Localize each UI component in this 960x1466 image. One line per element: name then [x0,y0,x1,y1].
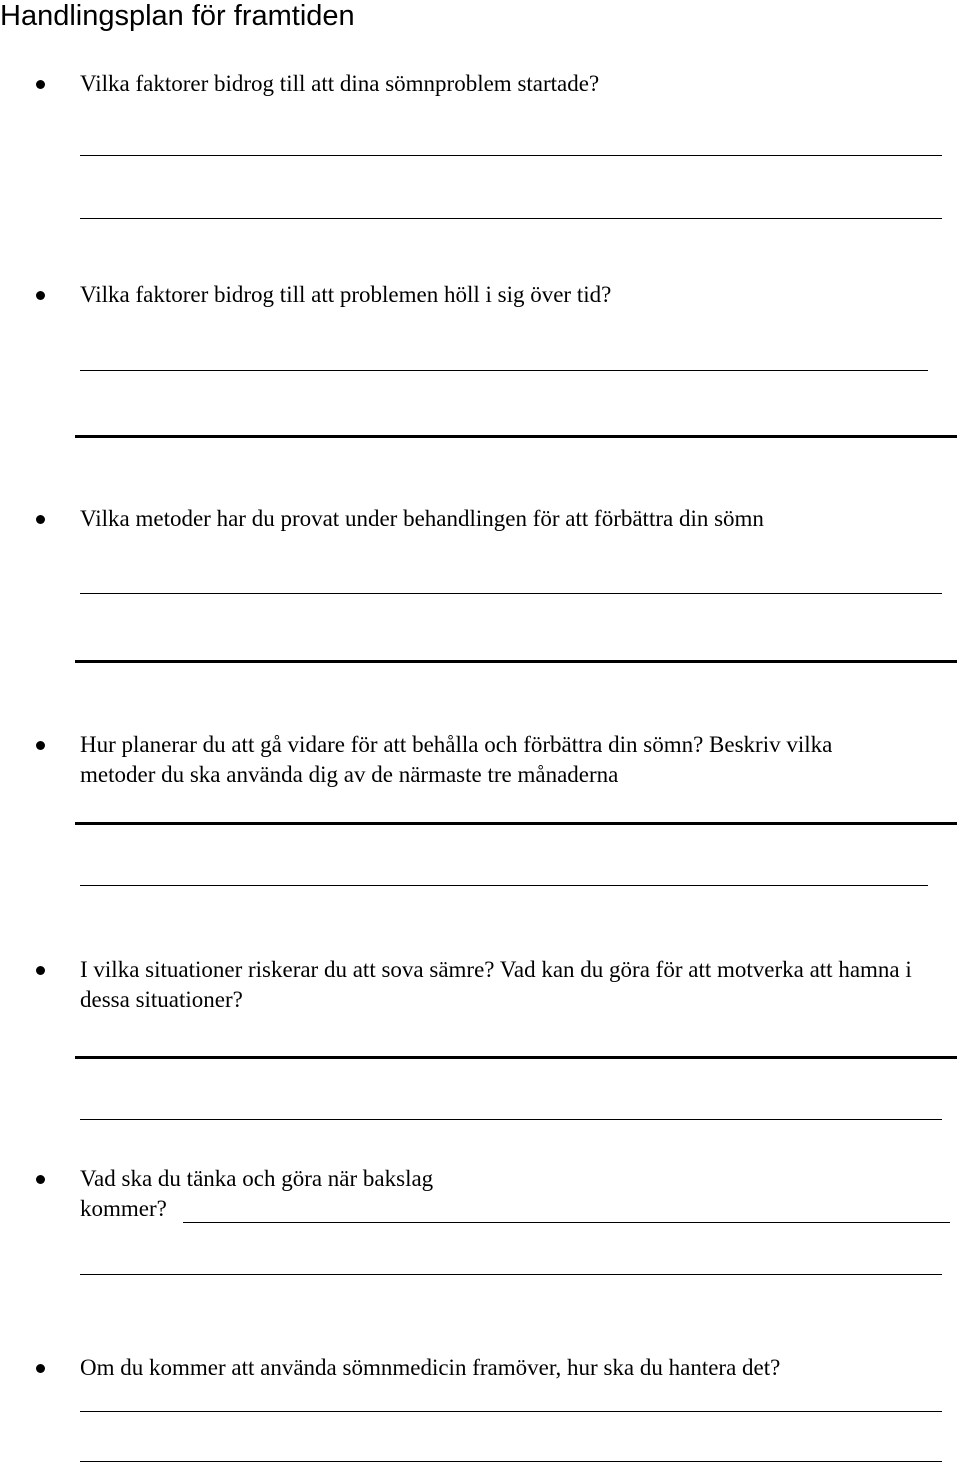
answer-line[interactable] [80,218,942,219]
bullet-icon [36,966,45,975]
question-7: Om du kommer att använda sömnmedicin framöver, hur ska du hantera det? [80,1355,781,1380]
answer-line[interactable] [75,1056,957,1059]
bullet-icon [36,291,45,300]
bullet-icon [36,1175,45,1184]
page-title: Handlingsplan för framtiden [0,0,355,32]
answer-line[interactable] [75,822,957,825]
bullet-icon [36,80,45,89]
answer-line[interactable] [80,885,928,886]
bullet-icon [36,741,45,750]
bullet-icon [36,515,45,524]
answer-line[interactable] [80,593,942,594]
answer-line[interactable] [75,660,957,663]
answer-line[interactable] [80,155,942,156]
question-2: Vilka faktorer bidrog till att problemen höll i sig över tid? [80,282,612,307]
question-3: Vilka metoder har du provat under behandlingen för att förbättra din sömn [80,506,764,531]
answer-line[interactable] [183,1222,950,1223]
question-1: Vilka faktorer bidrog till att dina sömnproblem startade? [80,71,600,96]
answer-line[interactable] [80,370,928,371]
question-5: I vilka situationer riskerar du att sova sämre? Vad kan du göra för att motverka att hamna i dessa situationer? [80,957,912,1012]
question-4: Hur planerar du att gå vidare för att behålla och förbättra din sömn? Beskriv vilka metoder du ska använda dig av de närmaste tre månaderna [80,732,833,787]
answer-line[interactable] [80,1461,942,1462]
answer-line[interactable] [80,1274,942,1275]
question-6: Vad ska du tänka och göra när bakslag kommer? [80,1166,434,1221]
answer-line[interactable] [80,1411,942,1412]
answer-line[interactable] [80,1119,942,1120]
bullet-icon [36,1364,45,1373]
answer-line[interactable] [75,435,957,438]
